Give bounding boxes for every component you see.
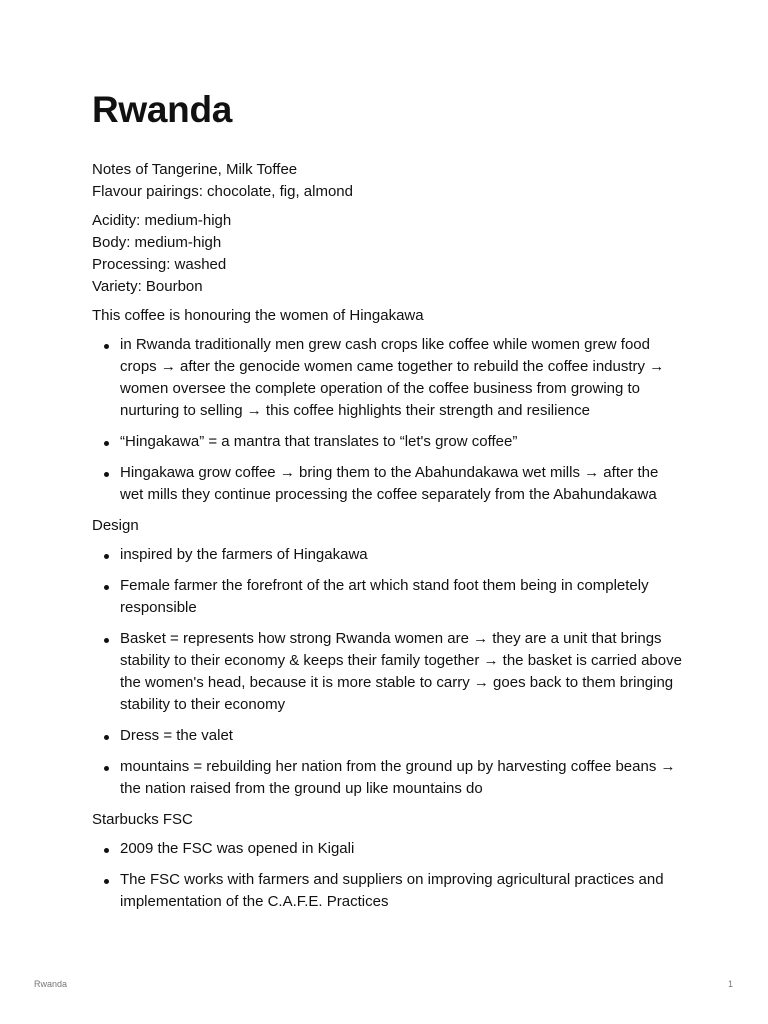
- list-item: mountains = rebuilding her nation from the ground up by harvesting coffee beans → the nation raised from the ground up like mountains do: [92, 756, 682, 800]
- variety-line: Variety: Bourbon: [92, 278, 203, 295]
- footer-title: Rwanda: [34, 979, 68, 989]
- body-line: Body: medium-high: [92, 234, 222, 251]
- list-item: Dress = the valet: [92, 725, 682, 747]
- processing-line: Processing: washed: [92, 256, 227, 273]
- list-item: Female farmer the forefront of the art which stand foot them being in completely responsible: [92, 575, 682, 619]
- intro-paragraph: This coffee is honouring the women of Hingakawa: [92, 307, 424, 324]
- list-item: inspired by the farmers of Hingakawa: [92, 544, 682, 566]
- page-number: 1: [727, 979, 733, 989]
- list-item: Basket = represents how strong Rwanda women are → they are a unit that brings stability to their economy & keeps their family together → the basket is carried above the women's head, because it is more stable to carry → goes back to them bringing stability to their economy: [92, 628, 682, 716]
- notes-paragraph: [92, 159, 682, 203]
- document-body: [92, 159, 682, 922]
- acidity-line: Acidity: medium-high: [92, 212, 232, 229]
- list-item: The FSC works with farmers and suppliers on improving agricultural practices and implementation of the C.A.F.E. Practices: [92, 869, 682, 913]
- fsc-heading: Starbucks FSC: [92, 811, 193, 828]
- design-bullet-list: [92, 544, 682, 800]
- design-heading: Design: [92, 517, 139, 534]
- list-item: “Hingakawa” = a mantra that translates to “let's grow coffee”: [92, 431, 682, 453]
- list-item: 2009 the FSC was opened in Kigali: [92, 838, 682, 860]
- intro-bullet-list: [92, 334, 682, 506]
- pairings-line: Flavour pairings: chocolate, fig, almond: [92, 183, 353, 200]
- list-item: in Rwanda traditionally men grew cash crops like coffee while women grew food crops → after the genocide women came together to rebuild the coffee industry → women oversee the complete operation of the coffee business from growing to nurturing to selling → this coffee highlights their strength and resilience: [92, 334, 682, 422]
- attributes-paragraph: [92, 210, 682, 298]
- notes-line: Notes of Tangerine, Milk Toffee: [92, 161, 298, 178]
- list-item: Hingakawa grow coffee → bring them to the Abahundakawa wet mills → after the wet mills they continue processing the coffee separately from the Abahundakawa: [92, 462, 682, 506]
- fsc-bullet-list: [92, 838, 682, 913]
- page-title: Rwanda: [92, 89, 233, 130]
